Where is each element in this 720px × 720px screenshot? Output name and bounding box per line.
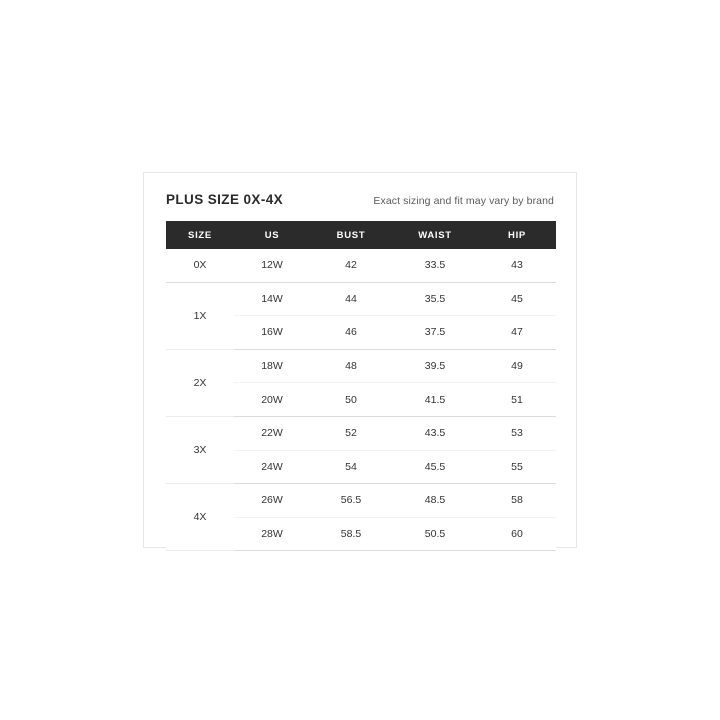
- cell-hip: 58: [478, 484, 556, 518]
- cell-us: 18W: [234, 349, 310, 383]
- table-row: [166, 484, 556, 518]
- cell-us: 26W: [234, 484, 310, 518]
- cell-hip: 47: [478, 316, 556, 350]
- size-chart-card: [143, 172, 577, 548]
- cell-us: 12W: [234, 249, 310, 282]
- cell-waist: 41.5: [392, 383, 478, 417]
- cell-waist: 39.5: [392, 349, 478, 383]
- cell-us: 22W: [234, 416, 310, 450]
- table-row: [166, 249, 556, 282]
- cell-bust: 52: [310, 416, 392, 450]
- page-title: PLUS SIZE 0X-4X: [166, 192, 284, 207]
- cell-us: 24W: [234, 450, 310, 484]
- table-row: [166, 282, 556, 316]
- column-header-waist: WAIST: [392, 221, 478, 249]
- table-row: [166, 349, 556, 383]
- cell-bust: 46: [310, 316, 392, 350]
- cell-size: 2X: [166, 349, 234, 416]
- cell-waist: 50.5: [392, 517, 478, 551]
- column-header-size: SIZE: [166, 221, 234, 249]
- cell-us: 14W: [234, 282, 310, 316]
- size-chart-table: [166, 221, 556, 551]
- sizing-disclaimer: Exact sizing and fit may vary by brand: [373, 195, 554, 207]
- cell-hip: 53: [478, 416, 556, 450]
- cell-waist: 45.5: [392, 450, 478, 484]
- cell-waist: 35.5: [392, 282, 478, 316]
- column-header-us: US: [234, 221, 310, 249]
- cell-us: 20W: [234, 383, 310, 417]
- cell-us: 16W: [234, 316, 310, 350]
- cell-waist: 43.5: [392, 416, 478, 450]
- cell-waist: 48.5: [392, 484, 478, 518]
- cell-hip: 55: [478, 450, 556, 484]
- cell-bust: 48: [310, 349, 392, 383]
- cell-bust: 50: [310, 383, 392, 417]
- cell-size: 3X: [166, 416, 234, 483]
- cell-bust: 44: [310, 282, 392, 316]
- cell-bust: 42: [310, 249, 392, 282]
- cell-hip: 49: [478, 349, 556, 383]
- table-header-row: [166, 221, 556, 249]
- column-header-hip: HIP: [478, 221, 556, 249]
- cell-bust: 58.5: [310, 517, 392, 551]
- cell-hip: 51: [478, 383, 556, 417]
- table-row: [166, 416, 556, 450]
- cell-size: 1X: [166, 282, 234, 349]
- column-header-bust: BUST: [310, 221, 392, 249]
- cell-waist: 33.5: [392, 249, 478, 282]
- cell-hip: 45: [478, 282, 556, 316]
- cell-waist: 37.5: [392, 316, 478, 350]
- cell-hip: 43: [478, 249, 556, 282]
- cell-bust: 56.5: [310, 484, 392, 518]
- table-body: [166, 249, 556, 551]
- card-header: [144, 173, 576, 207]
- cell-us: 28W: [234, 517, 310, 551]
- cell-hip: 60: [478, 517, 556, 551]
- table-header: [166, 221, 556, 249]
- cell-size: 4X: [166, 484, 234, 551]
- cell-size: 0X: [166, 249, 234, 282]
- cell-bust: 54: [310, 450, 392, 484]
